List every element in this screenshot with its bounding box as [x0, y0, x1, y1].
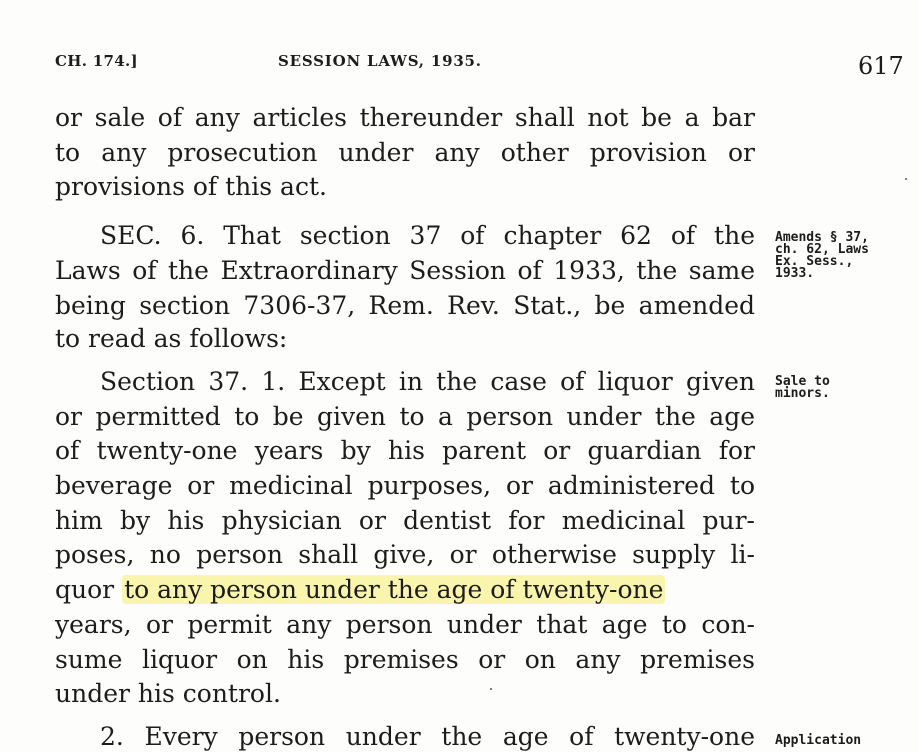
section-37-line: sume liquor on his premises or on any premises [55, 645, 755, 674]
line-text: quor [55, 575, 123, 604]
section-37-line: him by his physician or dentist for medicinal pur- [55, 506, 755, 535]
margin-note-amends: 1933. [775, 266, 815, 281]
margin-note-sale: Sale to [775, 374, 830, 389]
section-6-line: SEC. 6. That section 37 of chapter 62 of the [100, 221, 755, 250]
chapter-reference: CH. 174.] [55, 52, 138, 70]
margin-note-amends: Ex. Sess., [775, 254, 854, 269]
running-title: SESSION LAWS, 1935. [278, 52, 482, 70]
margin-note-amends: Amends § 37, [775, 230, 869, 245]
paragraph-line: or sale of any articles thereunder shall not be a bar [55, 103, 755, 132]
paragraph-line: provisions of this act. [55, 172, 327, 201]
section-37-line: under his control. [55, 679, 281, 708]
section-37-line: years, or permit any person under that age to con- [55, 610, 755, 639]
subsection-2-line: 2. Every person under the age of twenty-one [100, 722, 755, 751]
section-37-line: poses, no person shall give, or otherwise supply li- [55, 540, 755, 569]
paragraph-line: to any prosecution under any other provision or [55, 138, 755, 167]
section-37-line: or permitted to be given to a person under the age [55, 402, 755, 431]
section-6-line: Laws of the Extraordinary Session of 1933, the same [55, 256, 755, 285]
print-speck [905, 178, 907, 180]
print-speck [490, 688, 492, 690]
section-6-line: to read as follows: [55, 324, 288, 353]
highlighted-text: to any person under the age of twenty-one [124, 575, 664, 604]
margin-note-amends: ch. 62, Laws [775, 242, 869, 257]
section-37-line: beverage or medicinal purposes, or administered to [55, 471, 755, 500]
page-number: 617 [858, 52, 904, 80]
section-37-line: of twenty-one years by his parent or guardian for [55, 436, 755, 465]
section-6-line: being section 7306-37, Rem. Rev. Stat., be amended [55, 291, 755, 320]
section-37-line: Section 37. 1. Except in the case of liquor given [100, 367, 755, 396]
section-37-line [55, 575, 665, 605]
margin-note-application: Application [775, 733, 862, 748]
margin-note-sale: minors. [775, 386, 830, 401]
